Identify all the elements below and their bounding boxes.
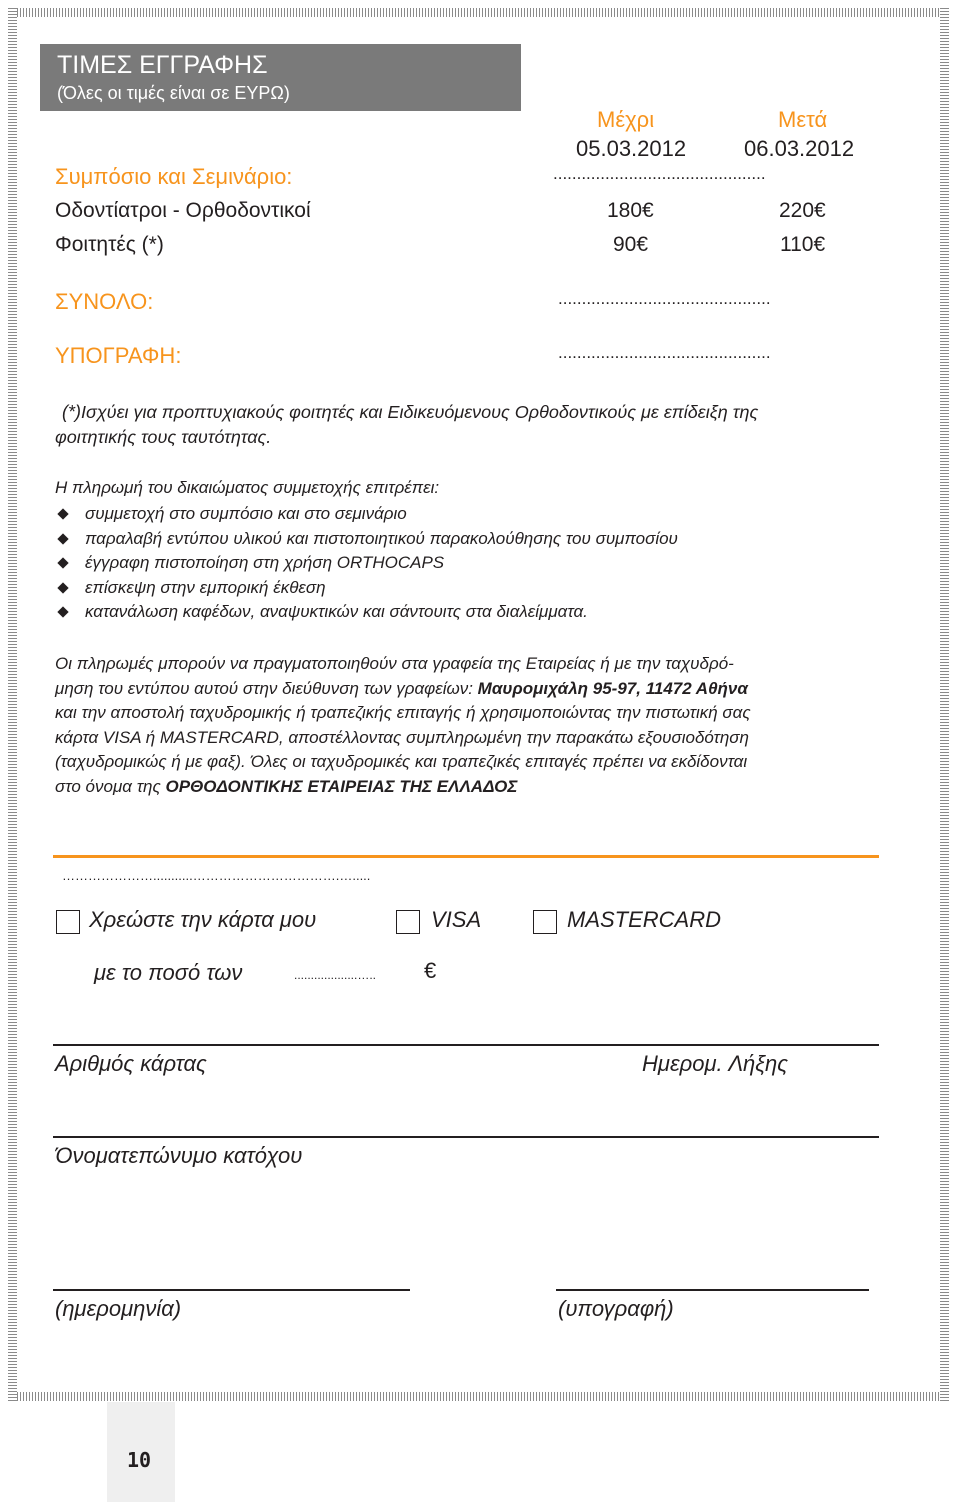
frame-right — [940, 8, 949, 1401]
visa-label: VISA — [431, 907, 482, 932]
list-item: επίσκεψη στην εμπορική έκθεση — [55, 576, 678, 601]
list-item: κατανάλωση καφέδων, αναψυκτικών και σάντουιτς στα διαλείμματα. — [55, 600, 678, 625]
frame-top — [8, 8, 949, 17]
diamond-bullet-icon — [57, 582, 68, 593]
note-line-2: φοιτητικής τους ταυτότητας. — [55, 427, 272, 447]
card-number-line[interactable] — [53, 1044, 879, 1046]
office-address: Μαυρομιχάλη 95-97, 11472 Αθήνα — [477, 678, 748, 698]
header-box — [40, 44, 521, 111]
mastercard-label: MASTERCARD — [567, 907, 722, 932]
row-price-dentists-before: 180€ — [607, 199, 654, 222]
signature-dots: ............................................. — [558, 343, 771, 362]
list-item: συμμετοχή στο συμπόσιο και στο σεμινάριο — [55, 502, 678, 527]
page-subtitle: (Όλες οι τιμές είναι σε ΕΥΡΩ) — [57, 83, 290, 103]
euro-icon: € — [424, 958, 437, 983]
row-label-students: Φοιτητές (*) — [55, 233, 164, 256]
date-label: (ημερομηνία) — [55, 1296, 182, 1321]
col-before-date: 05.03.2012 — [576, 136, 687, 161]
col-before-label: Μέχρι — [597, 107, 655, 132]
date-line[interactable] — [53, 1289, 410, 1291]
holder-label: Όνοματεπώνυμο κατόχου — [55, 1143, 303, 1168]
total-dots: ............................................. — [558, 289, 771, 308]
amount-dots[interactable]: ...................….. — [294, 968, 377, 982]
row-price-students-before: 90€ — [613, 233, 649, 256]
row-label-dentists: Οδοντίατροι - Ορθοδοντικοί — [55, 199, 311, 222]
frame-left — [8, 8, 17, 1401]
list-item: έγγραφη πιστοποίηση στη χρήση ORTHOCAPS — [55, 551, 678, 576]
payee-name: ΟΡΘΟΔΟΝΤΙΚΗΣ ΕΤΑΙΡΕΙΑΣ ΤΗΣ ΕΛΛΑΔΟΣ — [165, 776, 518, 796]
diamond-bullet-icon — [57, 607, 68, 618]
row-price-dentists-after: 220€ — [779, 199, 826, 222]
mastercard-checkbox[interactable] — [533, 910, 557, 934]
section-dots: ............................................. — [553, 164, 766, 183]
signature-label: ΥΠΟΓΡΑΦΗ: — [55, 343, 182, 368]
payment-paragraph: Οι πληρωμές μπορούν να πραγματοποιηθούν στα γραφεία της Εταιρείας ή με την ταχυδρό- μηση του εντύπου αυτού στην διεύθυνση των γραφείων: Μαυρομιχάλη 95-97, 11472 Αθήνα και την αποστολή ταχυδρομικής ή τραπεζικής επιταγής ή χρησιμοποιώντας την πιστωτική σας κάρτα VISA ή MASTERCARD, αποστέλλοντας συμπληρωμένη την παρακάτω εξουσιοδότηση (ταχυδρομικώς ή με φαξ). Όλες οι ταχυδρομικές και τραπεζικές επιταγές πρέπει να εκδίδονται στο όνομα της ΟΡΘΟΔΟΝΤΙΚΗΣ ΕΤΑΙΡΕΙΑΣ ΤΗΣ ΕΛΛΑΔΟΣ — [55, 654, 751, 796]
frame-bottom — [8, 1392, 949, 1401]
visa-checkbox[interactable] — [396, 910, 420, 934]
benefits-list — [55, 502, 678, 625]
diamond-bullet-icon — [57, 533, 68, 544]
sign-line[interactable] — [556, 1289, 869, 1291]
col-after-date: 06.03.2012 — [744, 136, 855, 161]
holder-line[interactable] — [53, 1136, 879, 1138]
page-number: 10 — [127, 1448, 152, 1472]
diamond-bullet-icon — [57, 509, 68, 520]
benefits-intro: Η πληρωμή του δικαιώματος συμμετοχής επιτρέπει: — [55, 478, 440, 497]
list-item: παραλαβή εντύπου υλικού και πιστοποιητικού παρακολούθησης του συμποσίου — [55, 527, 678, 552]
sign-label: (υπογραφή) — [558, 1296, 674, 1321]
page-title: ΤΙΜΕΣ ΕΓΓΡΑΦΗΣ — [57, 51, 268, 79]
section-label: Συμπόσιο και Σεμινάριο: — [55, 164, 293, 189]
card-number-label: Αριθμός κάρτας — [55, 1051, 207, 1076]
charge-card-checkbox[interactable] — [56, 910, 80, 934]
amount-label: με το ποσό των — [94, 960, 243, 985]
note-line-1: (*)Ισχύει για προπτυχιακούς φοιτητές και Ειδικευόμενους Ορθοδοντικούς με επίδειξη της — [62, 402, 759, 422]
expiry-label: Ημερομ. Λήξης — [642, 1051, 788, 1076]
diamond-bullet-icon — [57, 558, 68, 569]
row-price-students-after: 110€ — [780, 233, 826, 256]
total-label: ΣΥΝΟΛΟ: — [55, 289, 154, 314]
col-after-label: Μετά — [778, 107, 828, 132]
name-dots[interactable]: …………………...........…………………………….…..... — [62, 868, 371, 883]
charge-card-label: Χρεώστε την κάρτα μου — [89, 907, 317, 932]
name-line — [53, 855, 879, 858]
